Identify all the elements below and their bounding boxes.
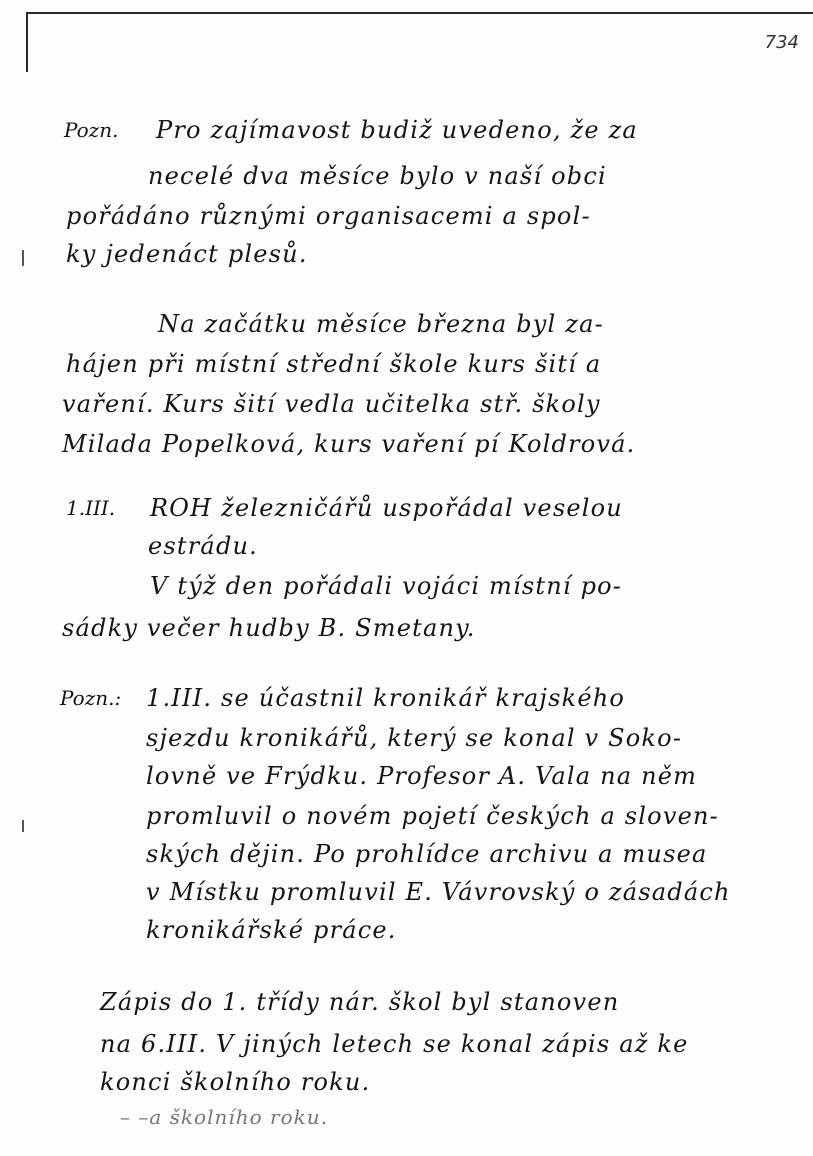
text-line: estrádu. [148,532,258,560]
top-border-line [28,12,813,14]
text-line: lovně ve Frýdku. Profesor A. Vala na něm [146,762,698,790]
margin-date: 1.III. [66,496,116,520]
text-line: vaření. Kurs šití vedla učitelka stř. školy [62,390,601,418]
text-line: Zápis do 1. třídy nár. škol byl stanoven [100,988,620,1016]
text-line: V týž den pořádali vojáci místní po- [150,572,623,600]
margin-note: Pozn. [64,118,119,142]
binding-mark [22,250,24,266]
text-line: hájen při místní střední škole kurs šití a [66,350,602,378]
text-line: pořádáno různými organisacemi a spol- [66,202,591,230]
text-line: ky jedenáct plesů. [66,240,308,268]
text-line: v Místku promluvil E. Vávrovský o zásadách [146,878,731,906]
text-line: sádky večer hudby B. Smetany. [62,614,476,642]
text-line: 1.III. se účastnil kronikář krajského [146,684,626,712]
text-line: ských dějin. Po prohlídce archivu a musea [146,840,708,868]
text-line: ROH železničářů uspořádal veselou [150,494,623,522]
left-border-line [26,12,28,72]
text-line: na 6.III. V jiných letech se konal zápis až ke [100,1030,689,1058]
text-line: sjezdu kronikářů, který se konal v Soko- [146,724,683,752]
text-line: Milada Popelková, kurs vaření pí Koldrová. [62,430,636,458]
text-line: Pro zajímavost budiž uvedeno, že za [156,116,638,144]
page-number: 734 [764,32,799,53]
text-line: konci školního roku. [100,1068,371,1096]
margin-note: Pozn.: [60,686,122,710]
text-line: kronikářské práce. [146,916,397,944]
text-line: necelé dva měsíce bylo v naší obci [148,162,607,190]
bleed-through-text: – –a školního roku. [120,1105,328,1129]
binding-mark [22,820,24,832]
text-line: promluvil o novém pojetí českých a sloven- [146,802,719,830]
text-line: Na začátku měsíce března byl za- [158,310,604,338]
